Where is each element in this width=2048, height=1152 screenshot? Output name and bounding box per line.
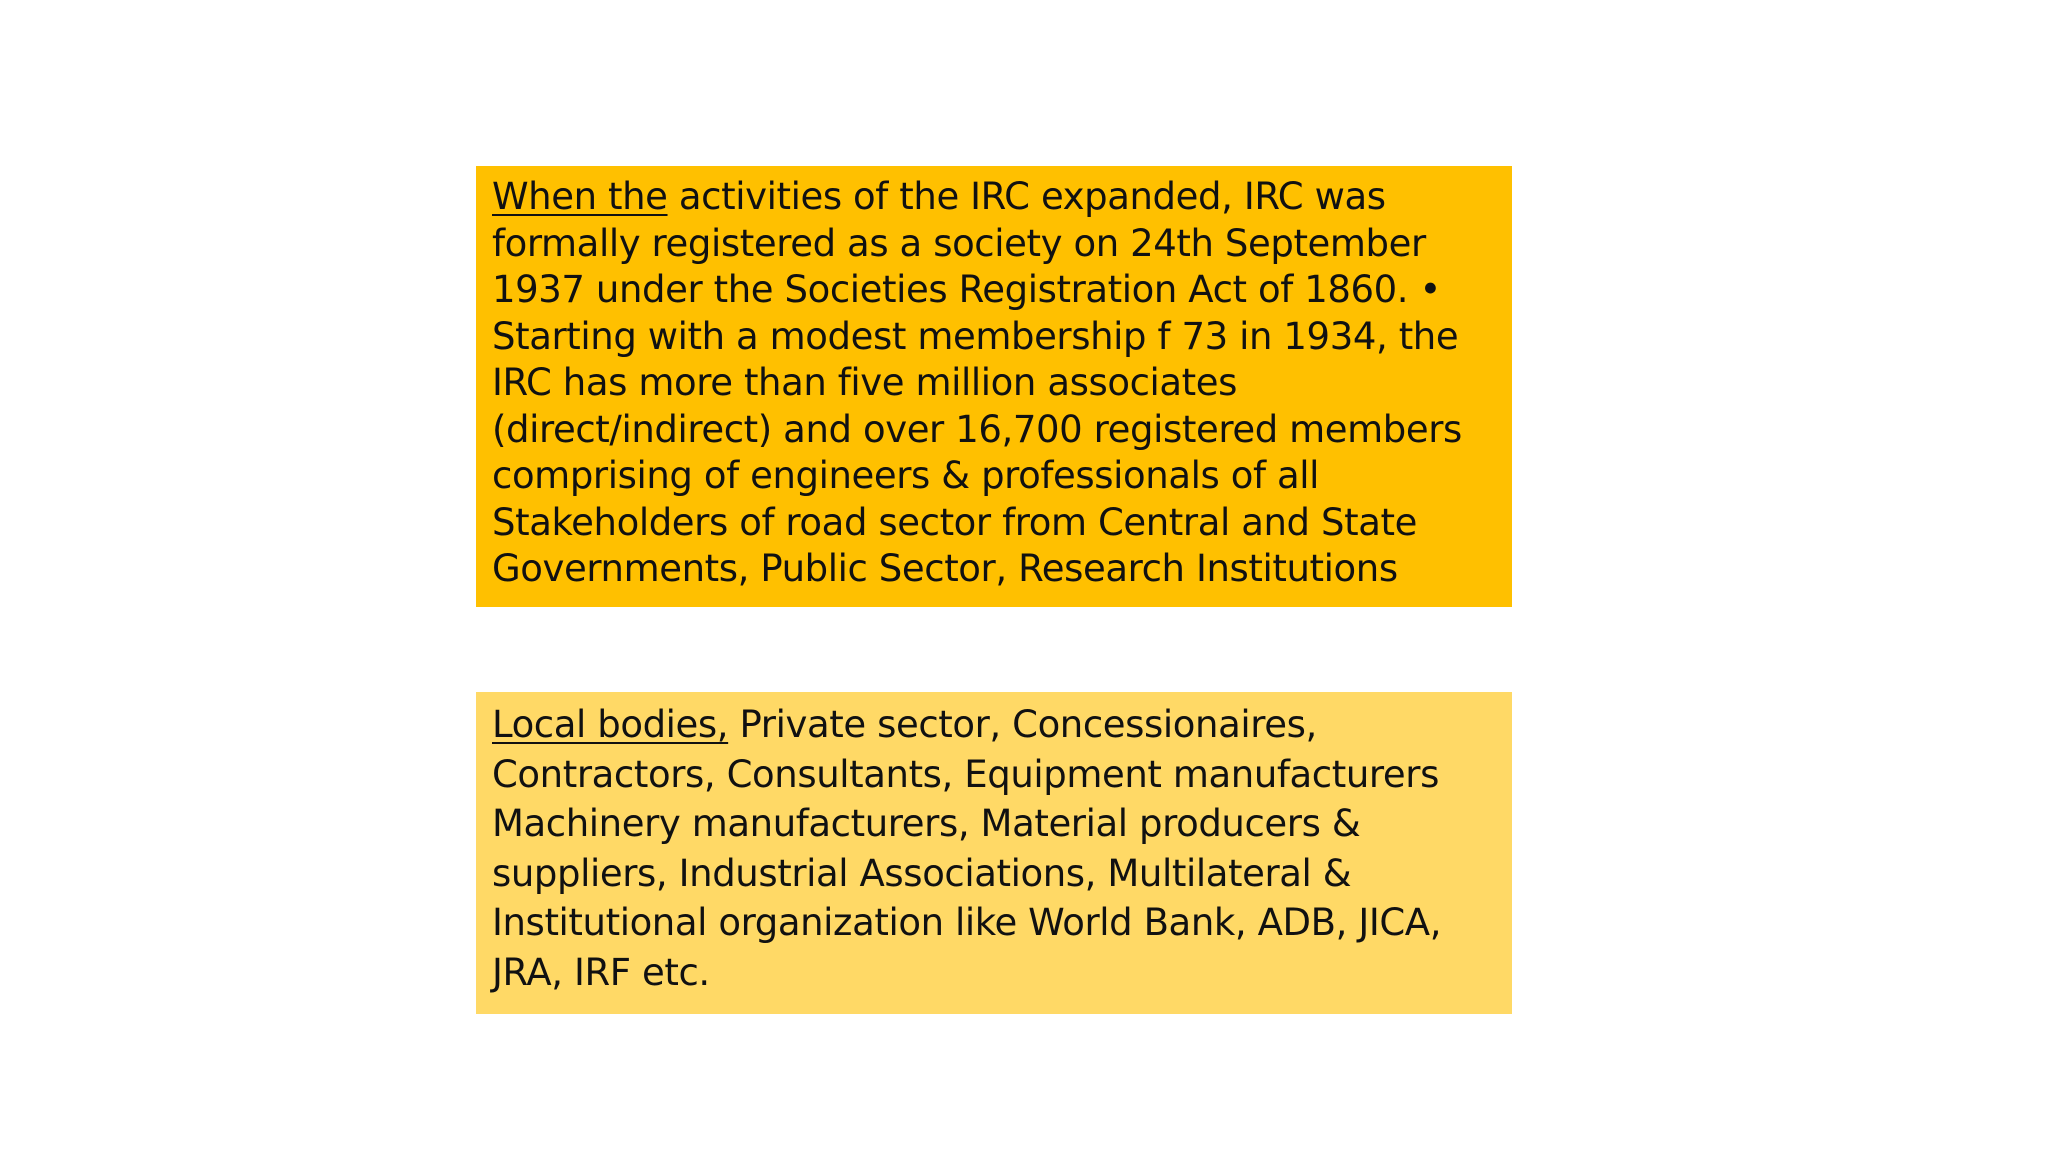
irc-members-body-text: Private sector, Concessionaires, Contractors, Consultants, Equipment manufacturers Machinery manufacturers, Material producers & suppliers, Industrial Associations, Multilateral & Institutional organization like World Bank, ADB, JICA, JRA, IRF etc. <box>492 703 1442 994</box>
irc-history-body-text: activities of the IRC expanded, IRC was formally registered as a society on 24th September 1937 under the Societies Registration Act of 1860. • Starting with a modest membership f 73 in 1934, the IRC has more than five million associates (direct/indirect) and over 16,700 registered members comprising of engineers & professionals of all Stakeholders of road sector from Central and State Governments, Public Sector, Research Institutions <box>492 175 1462 590</box>
irc-history-text-box <box>476 166 1512 607</box>
irc-members-text-box <box>476 692 1512 1014</box>
irc-history-lead-text: When the <box>492 175 668 218</box>
irc-members-lead-text: Local bodies, <box>492 703 729 746</box>
